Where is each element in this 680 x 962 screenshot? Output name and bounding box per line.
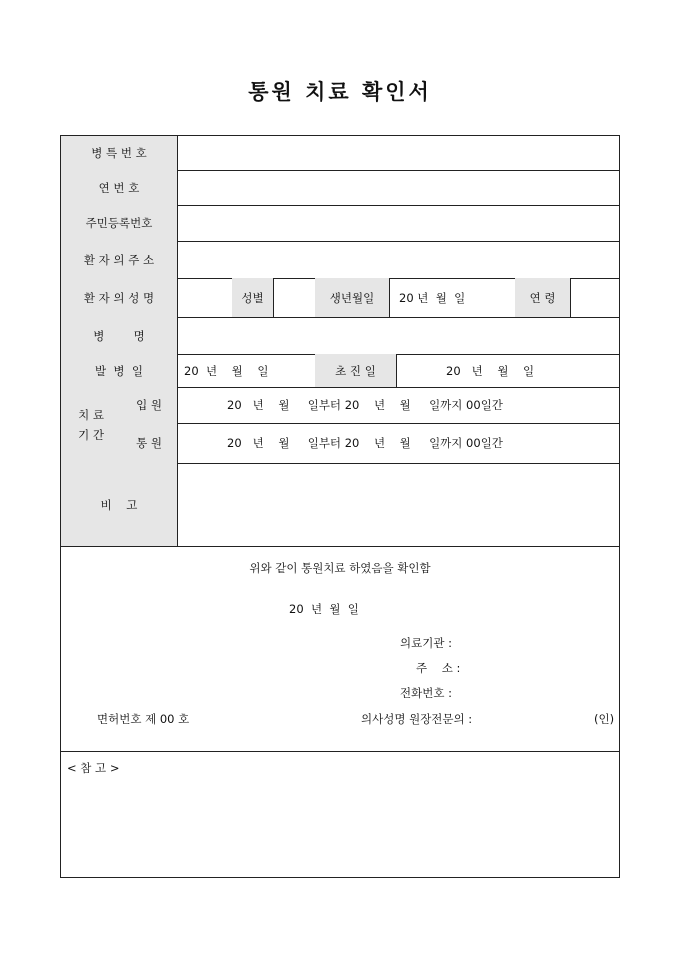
confirmation-statement: 위와 같이 통원치료 하였음을 확인함 [249,561,431,575]
seal-mark: (인) [594,712,615,726]
onset-date: 20 년 월 일 [184,363,269,378]
doctor-name-label: 의사성명 원장전문의 : [361,712,473,726]
address-label: 주 소 : [416,661,461,675]
inpatient-period: 20 년 월 일부터 20 년 월 일까지 00일간 [227,398,503,412]
gender-label: 성별 [232,278,273,317]
confirmation-form [60,135,620,878]
disease-label: 병 명 [61,317,177,354]
inpatient-label: 입 원 [121,387,177,423]
institution-label: 의료기관 : [400,636,452,650]
birth-label: 생년월일 [315,278,389,317]
phone-label: 전화번호 : [400,686,452,700]
age-label: 연 령 [515,278,570,317]
first-visit-label: 초 진 일 [315,354,396,387]
remarks-label: 비 고 [61,463,177,546]
license-number: 면허번호 제 00 호 [97,712,190,726]
treatment-period-label: 치 료 기 간 [61,387,121,463]
outpatient-label: 통 원 [121,423,177,463]
birth-date: 20 년 월 일 [399,290,466,305]
patient-name-label: 환 자 의 성 명 [61,278,177,317]
onset-label: 발 병 일 [61,354,177,387]
document-title: 통원 치료 확인서 [248,79,432,104]
confirmation-date: 20 년 월 일 [289,602,359,616]
serial-number-label: 연 번 호 [61,170,177,205]
case-number-label: 병 특 번 호 [61,136,177,170]
resident-number-label: 주민등록번호 [61,205,177,241]
reference-heading: < 참 고 > [67,761,120,775]
first-visit-date: 20 년 월 일 [446,363,535,378]
outpatient-period: 20 년 월 일부터 20 년 월 일까지 00일간 [227,436,503,450]
patient-address-label: 환 자 의 주 소 [61,241,177,278]
